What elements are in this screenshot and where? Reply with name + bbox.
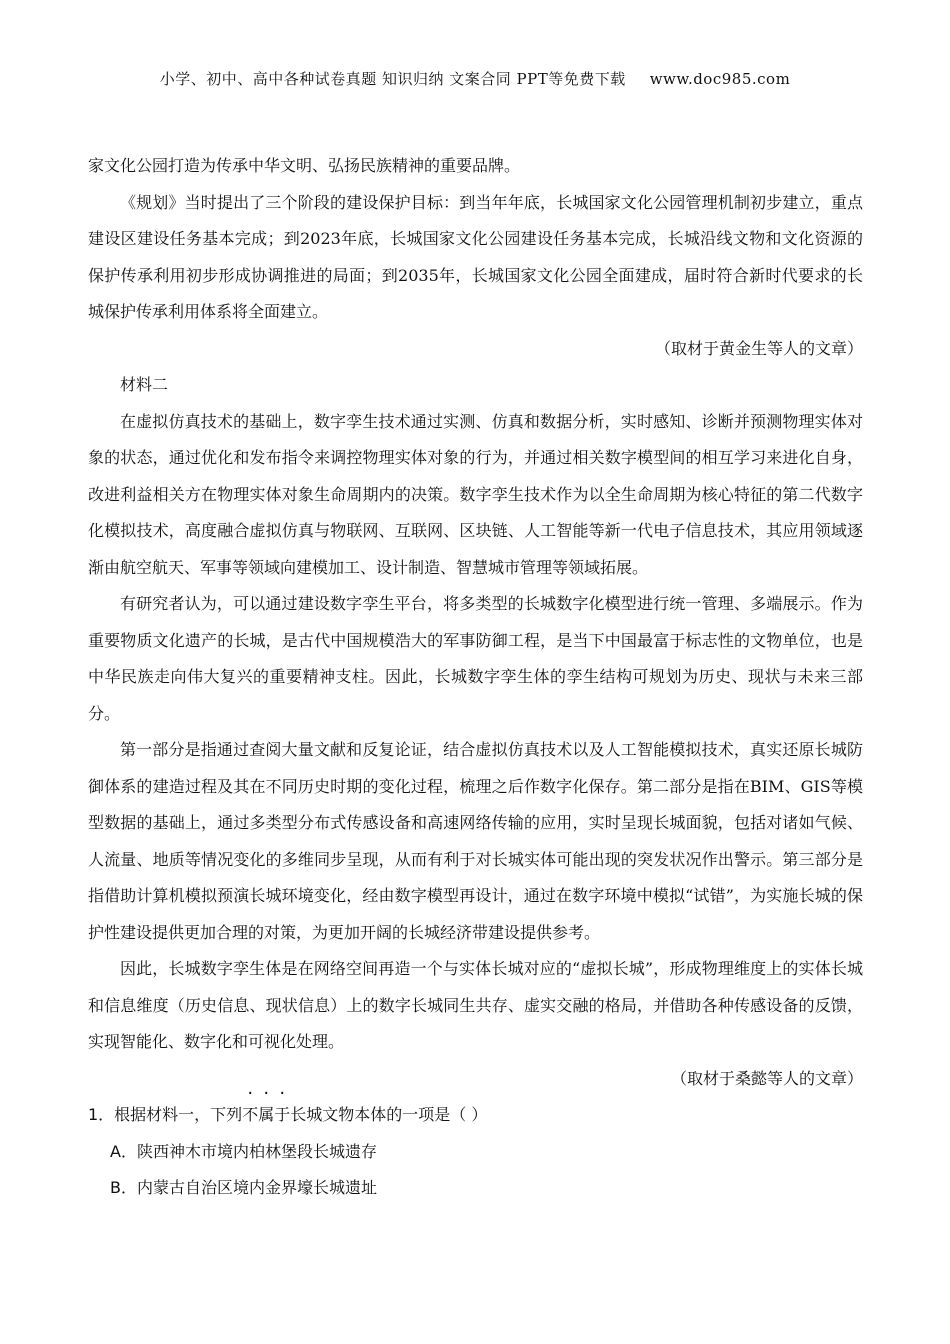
emphasis-char: 属 — [258, 1105, 275, 1124]
material-two-heading: 材料二 — [120, 375, 169, 394]
header-text: 小学、初中、高中各种试卷真题 知识归纳 文案合同 PPT等免费下载 — [159, 70, 626, 88]
question-suffix: 长城文物本体的一项是（ ） — [290, 1105, 488, 1124]
option-b: B．内蒙古自治区境内金界壕长城遗址 — [110, 1178, 377, 1197]
question-prefix: 1．根据材料一，下列 — [88, 1105, 243, 1124]
paragraph-conclusion: 因此，长城数字孪生体是在网络空间再造一个与实体长城对应的“虚拟长城”，形成物理维度上的实体长城和信息维度（历史信息、现状信息）上的数字长城同生共存、虚实交融的格局，并借助各种传感设备的反馈，实现智能化、数字化和可视化处理。 — [88, 959, 863, 1051]
paragraph-continuation: 家文化公园打造为传承中华文明、弘扬民族精神的重要品牌。 — [88, 156, 521, 175]
source-citation-2: （取材于桑懿等人的文章） — [670, 1068, 863, 1088]
emphasis-char: 不 — [242, 1105, 259, 1124]
page-header — [0, 68, 950, 89]
source-citation-1: （取材于黄金生等人的文章） — [654, 338, 863, 358]
option-a: A．陕西神木市境内柏林堡段长城遗存 — [110, 1141, 377, 1161]
question-1 — [88, 1097, 863, 1134]
document-body — [88, 148, 863, 1207]
paragraph-plan-goals: 《规划》当时提出了三个阶段的建设保护目标：到当年年底，长城国家文化公园管理机制初步建立，重点建设区建设任务基本完成；到2023年底，长城国家文化公园建设任务基本完成，长城沿线文物和文化资源的保护传承利用初步形成协调推进的局面；到2035年，长城国家文化公园全面建成，届时符合新时代要求的长城保护传承利用体系将全面建立。 — [88, 192, 863, 321]
header-site: www.doc985.com — [649, 70, 791, 88]
paragraph-digital-twin: 在虚拟仿真技术的基础上，数字孪生技术通过实测、仿真和数据分析，实时感知、诊断并预测物理实体对象的状态，通过优化和发布指令来调控物理实体对象的行为，并通过相关数字模型间的相互学习来进化自身，改进利益相关方在物理实体对象生命周期内的决策。数字孪生技术作为以全生命周期为核心特征的第二代数字化模拟技术，高度融合虚拟仿真与物联网、互联网、区块链、人工智能等新一代电子信息技术，其应用领域逐渐由航空航天、军事等领域向建模加工、设计制造、智慧城市管理等领域拓展。 — [88, 411, 863, 577]
paragraph-research: 有研究者认为，可以通过建设数字孪生平台，将多类型的长城数字化模型进行统一管理、多端展示。作为重要物质文化遗产的长城，是古代中国规模浩大的军事防御工程，是当下中国最富于标志性的文物单位，也是中华民族走向伟大复兴的重要精神支柱。因此，长城数字孪生体的孪生结构可规划为历史、现状与未来三部分。 — [88, 594, 863, 723]
emphasis-char: 于 — [274, 1105, 291, 1124]
paragraph-three-parts: 第一部分是指通过查阅大量文献和反复论证，结合虚拟仿真技术以及人工智能模拟技术，真实还原长城防御体系的建造过程及其在不同历史时期的变化过程，梳理之后作数字化保存。第二部分是指在BIM、GIS等模型数据的基础上，通过多类型分布式传感设备和高速网络传输的应用，实时呈现长城面貌，包括对诸如气候、人流量、地质等情况变化的多维同步呈现，从而有利于对长城实体可能出现的突发状况作出警示。第三部分是指借助计算机模拟预演长城环境变化，经由数字模型再设计，通过在数字环境中模拟“试错”，为实施长城的保护性建设提供更加合理的对策，为更加开阔的长城经济带建设提供参考。 — [88, 740, 863, 942]
